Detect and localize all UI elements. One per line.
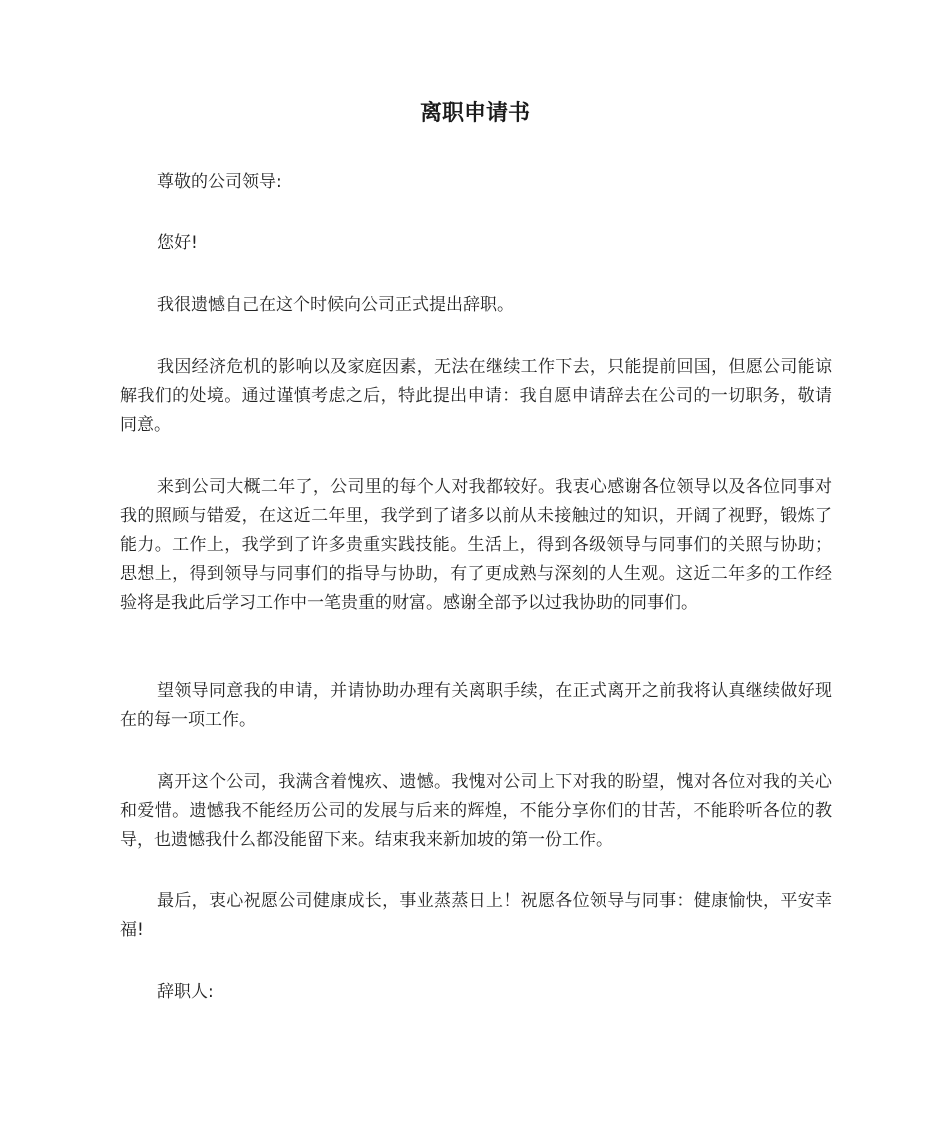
paragraph-6: 最后，衷心祝愿公司健康成长，事业蒸蒸日上！祝愿各位领导与同事：健康愉快，平安幸福! [120,891,832,940]
salutation: 尊敬的公司领导: [157,172,282,192]
document-title: 离职申请书 [419,101,530,126]
signature-label: 辞职人: [157,982,214,1002]
paragraph-3: 来到公司大概二年了，公司里的每个人对我都较好。我衷心感谢各位领导以及各位同事对我的照顾与错爱，在这近二年里，我学到了诸多以前从未接触过的知识，开阔了视野，锻炼了能力。工作上，我学到了许多贵重实践技能。生活上，得到各级领导与同事们的关照与协助；思想上，得到领导与同事们的指导与协助，有了更成熟与深刻的人生观。这近二年多的工作经验将是我此后学习工作中一笔贵重的财富。感谢全部予以过我协助的同事们。 [120,477,832,613]
paragraph-2: 我因经济危机的影响以及家庭因素，无法在继续工作下去，只能提前回国，但愿公司能谅解我们的处境。通过谨慎考虑之后，特此提出申请：我自愿申请辞去在公司的一切职务，敬请同意。 [120,357,832,435]
paragraph-4: 望领导同意我的申请，并请协助办理有关离职手续，在正式离开之前我将认真继续做好现在的每一项工作。 [120,681,832,730]
paragraph-5: 离开这个公司，我满含着愧疚、遗憾。我愧对公司上下对我的盼望，愧对各位对我的关心和爱惜。遗憾我不能经历公司的发展与后来的辉煌，不能分享你们的甘苦，不能聆听各位的教导，也遗憾我什么都没能留下来。结束我来新加坡的第一份工作。 [120,772,832,850]
greeting: 您好! [157,233,198,253]
paragraph-1: 我很遗憾自己在这个时候向公司正式提出辞职。 [157,295,514,315]
